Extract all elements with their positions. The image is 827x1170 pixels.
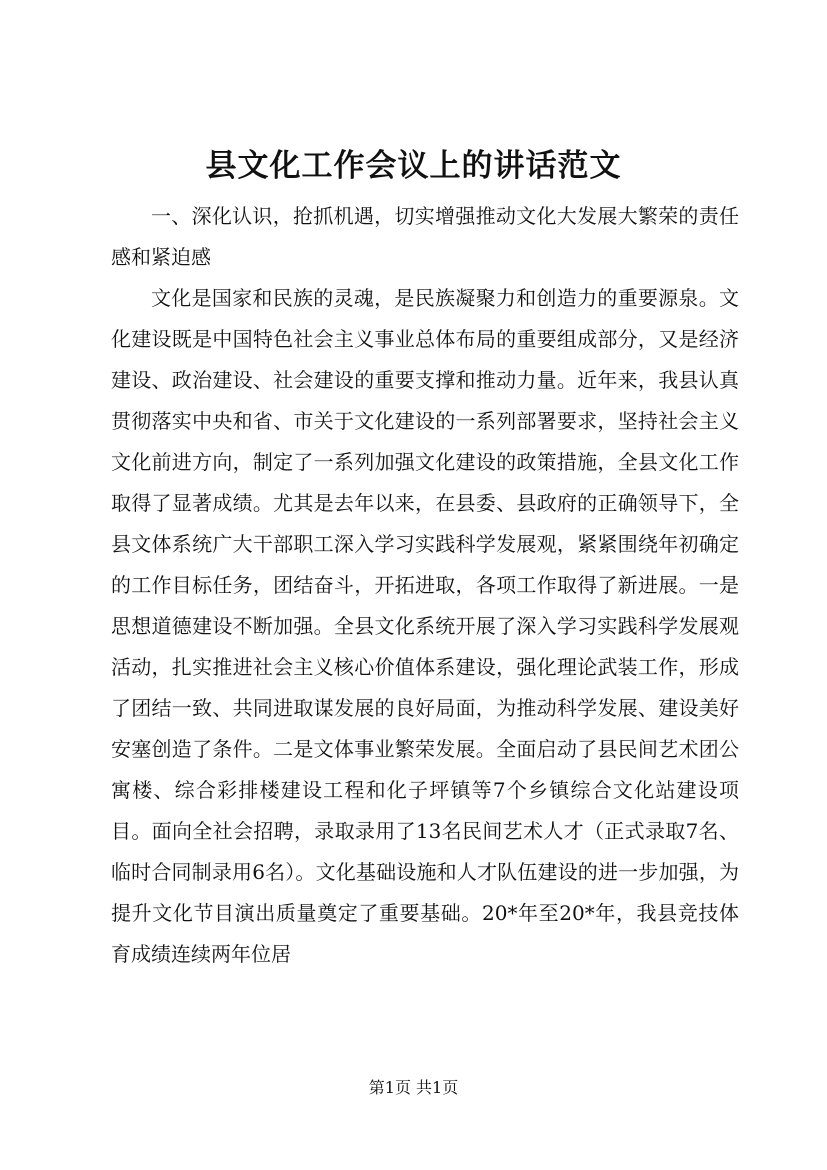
body-paragraph: 文化是国家和民族的灵魂，是民族凝聚力和创造力的重要源泉。文化建设既是中国特色社会主义事业总体布局的重要组成部分，又是经济建设、政治建设、社会建设的重要支撑和推动力量。近年来，我县认真贯彻落实中央和省、市关于文化建设的一系列部署要求，坚持社会主义文化前进方向，制定了一系列加强文化建设的政策措施，全县文化工作取得了显著成绩。尤其是去年以来，在县委、县政府的正确领导下，全县文体系统广大干部职工深入学习实践科学发展观，紧紧围绕年初确定的工作目标任务，团结奋斗，开拓进取，各项工作取得了新进展。一是思想道德建设不断加强。全县文化系统开展了深入学习实践科学发展观活动，扎实推进社会主义核心价值体系建设，强化理论武装工作，形成了团结一致、共同进取谋发展的良好局面，为推动科学发展、建设美好安塞创造了条件。二是文体事业繁荣发展。全面启动了县民间艺术团公寓楼、综合彩排楼建设工程和化子坪镇等7个乡镇综合文化站建设项目。面向全社会招聘，录取录用了13名民间艺术人才（正式录取7名、临时合同制录用6名）。文化基础设施和人才队伍建设的进一步加强，为提升文化节目演出质量奠定了重要基础。20*年至20*年，我县竞技体育成绩连续两年位居 <box>111 286 739 966</box>
page-footer: 第1页 共1页 <box>368 1078 459 1097</box>
section-heading: 一、深化认识，抢抓机遇，切实增强推动文化大发展大繁荣的责任感和紧迫感 <box>111 204 739 269</box>
document-title: 县文化工作会议上的讲话范文 <box>205 148 622 184</box>
document-body <box>111 196 739 975</box>
